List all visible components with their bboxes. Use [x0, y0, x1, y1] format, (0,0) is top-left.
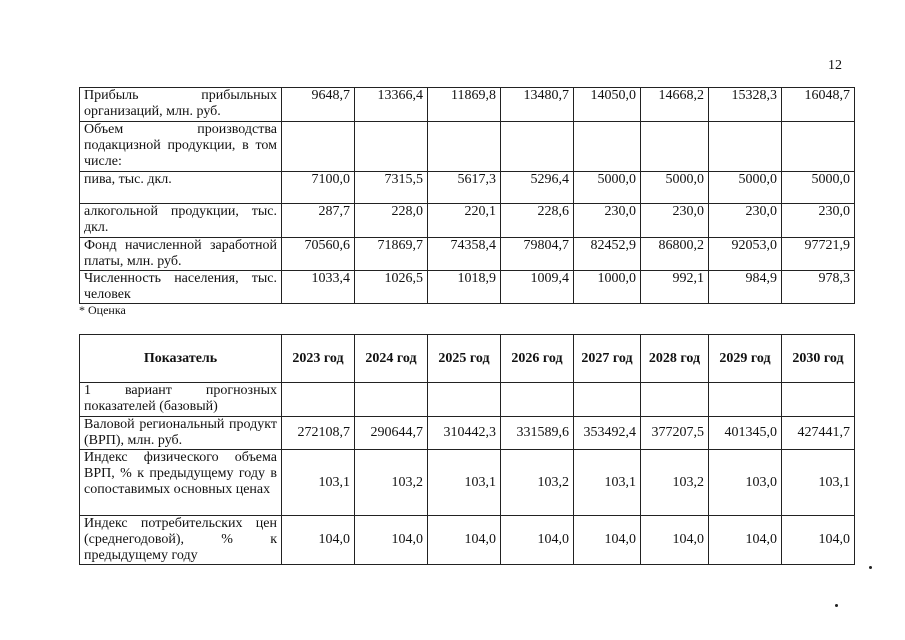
- table-row: [80, 383, 855, 417]
- value-cell: 1000,0: [574, 271, 641, 304]
- header-year: 2026 год: [501, 335, 574, 383]
- forecast-table: [79, 334, 855, 565]
- table-row: [80, 271, 855, 304]
- value-cell: 992,1: [641, 271, 709, 304]
- value-cell: 5617,3: [428, 172, 501, 204]
- table-row: [80, 88, 855, 122]
- value-cell: 104,0: [501, 516, 574, 565]
- value-cell: [641, 122, 709, 172]
- value-cell: 427441,7: [782, 417, 855, 450]
- table-row: [80, 450, 855, 516]
- value-cell: 7100,0: [282, 172, 355, 204]
- value-cell: [574, 383, 641, 417]
- value-cell: 104,0: [574, 516, 641, 565]
- row-label: 1 вариант прогнозных показателей (базовый): [80, 383, 282, 417]
- row-label: Валовой региональный продукт (ВРП), млн. руб.: [80, 417, 282, 450]
- value-cell: 104,0: [282, 516, 355, 565]
- header-year: 2029 год: [709, 335, 782, 383]
- value-cell: 5000,0: [574, 172, 641, 204]
- header-indicator: Показатель: [80, 335, 282, 383]
- header-year: 2023 год: [282, 335, 355, 383]
- value-cell: 5000,0: [709, 172, 782, 204]
- value-cell: 978,3: [782, 271, 855, 304]
- value-cell: 86800,2: [641, 238, 709, 271]
- value-cell: 220,1: [428, 204, 501, 238]
- value-cell: 104,0: [428, 516, 501, 565]
- value-cell: 5296,4: [501, 172, 574, 204]
- value-cell: 104,0: [709, 516, 782, 565]
- header-year: 2024 год: [355, 335, 428, 383]
- value-cell: 13480,7: [501, 88, 574, 122]
- value-cell: 103,1: [428, 450, 501, 516]
- value-cell: 9648,7: [282, 88, 355, 122]
- value-cell: 70560,6: [282, 238, 355, 271]
- value-cell: 353492,4: [574, 417, 641, 450]
- value-cell: 16048,7: [782, 88, 855, 122]
- header-year: 2025 год: [428, 335, 501, 383]
- value-cell: 331589,6: [501, 417, 574, 450]
- value-cell: [501, 122, 574, 172]
- value-cell: [282, 122, 355, 172]
- value-cell: 92053,0: [709, 238, 782, 271]
- value-cell: 377207,5: [641, 417, 709, 450]
- value-cell: 15328,3: [709, 88, 782, 122]
- table-row: [80, 238, 855, 271]
- value-cell: 103,2: [355, 450, 428, 516]
- value-cell: [709, 122, 782, 172]
- scan-speck: [869, 566, 872, 569]
- value-cell: 13366,4: [355, 88, 428, 122]
- forecast-table-continued: [79, 87, 855, 304]
- value-cell: 1018,9: [428, 271, 501, 304]
- value-cell: 71869,7: [355, 238, 428, 271]
- value-cell: 1026,5: [355, 271, 428, 304]
- value-cell: 287,7: [282, 204, 355, 238]
- value-cell: 74358,4: [428, 238, 501, 271]
- value-cell: 228,0: [355, 204, 428, 238]
- value-cell: 103,0: [709, 450, 782, 516]
- value-cell: [709, 383, 782, 417]
- value-cell: 82452,9: [574, 238, 641, 271]
- header-year: 2030 год: [782, 335, 855, 383]
- value-cell: 103,2: [641, 450, 709, 516]
- value-cell: 230,0: [641, 204, 709, 238]
- value-cell: 97721,9: [782, 238, 855, 271]
- value-cell: [574, 122, 641, 172]
- row-label: Индекс физического объема ВРП, % к предыдущему году в сопоставимых основных ценах: [80, 450, 282, 516]
- value-cell: 103,1: [282, 450, 355, 516]
- value-cell: 104,0: [355, 516, 428, 565]
- value-cell: 103,2: [501, 450, 574, 516]
- value-cell: 103,1: [574, 450, 641, 516]
- value-cell: 984,9: [709, 271, 782, 304]
- value-cell: [501, 383, 574, 417]
- value-cell: [782, 122, 855, 172]
- table-row: [80, 204, 855, 238]
- row-label: Индекс потребительских цен (среднегодовой), % к предыдущему году: [80, 516, 282, 565]
- value-cell: 272108,7: [282, 417, 355, 450]
- value-cell: 103,1: [782, 450, 855, 516]
- row-label: Фонд начисленной заработной платы, млн. руб.: [80, 238, 282, 271]
- value-cell: 228,6: [501, 204, 574, 238]
- value-cell: [428, 383, 501, 417]
- value-cell: 104,0: [641, 516, 709, 565]
- table-row: [80, 417, 855, 450]
- value-cell: [282, 383, 355, 417]
- row-label: Объем производства подакцизной продукции, в том числе:: [80, 122, 282, 172]
- scan-speck: [835, 604, 838, 607]
- value-cell: 230,0: [709, 204, 782, 238]
- value-cell: 310442,3: [428, 417, 501, 450]
- table-row: [80, 516, 855, 565]
- value-cell: 104,0: [782, 516, 855, 565]
- row-label: пива, тыс. дкл.: [80, 172, 282, 204]
- table-row: [80, 172, 855, 204]
- row-label: Прибыль прибыльных организаций, млн. руб.: [80, 88, 282, 122]
- value-cell: 5000,0: [782, 172, 855, 204]
- value-cell: 11869,8: [428, 88, 501, 122]
- value-cell: 230,0: [574, 204, 641, 238]
- value-cell: [782, 383, 855, 417]
- page-number: 12: [828, 58, 842, 73]
- value-cell: [641, 383, 709, 417]
- row-label: Численность населения, тыс. человек: [80, 271, 282, 304]
- value-cell: 7315,5: [355, 172, 428, 204]
- table-row: [80, 122, 855, 172]
- value-cell: [355, 383, 428, 417]
- value-cell: 79804,7: [501, 238, 574, 271]
- footnote: * Оценка: [79, 303, 126, 317]
- header-year: 2027 год: [574, 335, 641, 383]
- value-cell: 290644,7: [355, 417, 428, 450]
- value-cell: 1033,4: [282, 271, 355, 304]
- value-cell: 230,0: [782, 204, 855, 238]
- header-year: 2028 год: [641, 335, 709, 383]
- value-cell: 5000,0: [641, 172, 709, 204]
- value-cell: 14050,0: [574, 88, 641, 122]
- value-cell: 1009,4: [501, 271, 574, 304]
- value-cell: 401345,0: [709, 417, 782, 450]
- value-cell: [428, 122, 501, 172]
- row-label: алкогольной продукции, тыс. дкл.: [80, 204, 282, 238]
- value-cell: [355, 122, 428, 172]
- value-cell: 14668,2: [641, 88, 709, 122]
